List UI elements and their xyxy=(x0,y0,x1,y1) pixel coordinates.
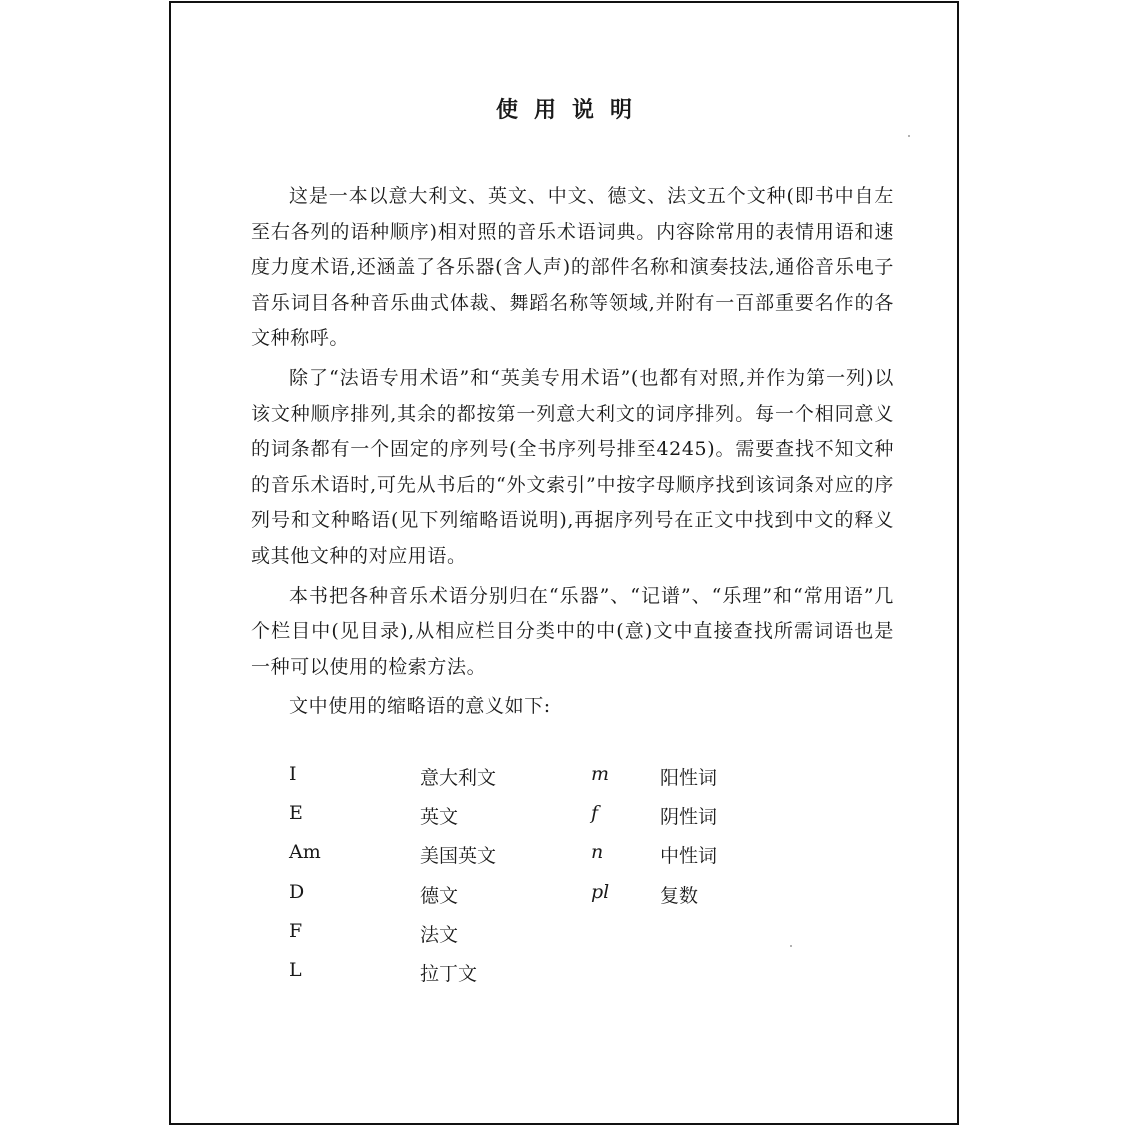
language-abbr: F xyxy=(289,919,303,942)
language-abbr: D xyxy=(289,880,305,903)
page-title: 使用说明 xyxy=(495,98,648,123)
grammar-abbr: m xyxy=(591,763,610,785)
paragraph-categories: 本书把各种音乐术语分别归在“乐器”、“记谱”、“乐理”和“常用语”几个栏目中(见目录),从相应栏目分类中的中(意)文中直接查找所需词语也是一种可以使用的检索方法。 xyxy=(251,584,894,678)
language-meaning: 美国英文 xyxy=(420,845,497,868)
language-meaning: 英文 xyxy=(420,806,459,829)
book-page xyxy=(169,1,959,1125)
paper-speck xyxy=(790,945,792,947)
language-meaning: 意大利文 xyxy=(420,767,497,789)
language-abbr: E xyxy=(289,802,303,825)
paragraph-overview: 这是一本以意大利文、英文、中文、德文、法文五个文种(即书中自左至右各列的语种顺序)相对照的音乐术语词典。内容除常用的表情用语和速度力度术语,还涵盖了各乐器(含人声)的部件名称和演奏技法,通俗音乐电子音乐词目各种音乐曲式体裁、舞蹈名称等领域,并附有一百部重要名作的各文种称呼。 xyxy=(251,185,894,350)
language-meaning: 德文 xyxy=(420,884,459,907)
language-meaning: 拉丁文 xyxy=(420,962,478,985)
language-abbr: Am xyxy=(289,841,321,864)
grammar-meaning: 复数 xyxy=(660,884,699,907)
grammar-abbr: f xyxy=(591,802,599,825)
grammar-meaning: 阳性词 xyxy=(660,767,718,789)
grammar-abbr: n xyxy=(591,841,604,864)
language-abbr: I xyxy=(289,763,297,785)
grammar-abbr: pl xyxy=(591,880,610,903)
language-meaning: 法文 xyxy=(420,923,459,946)
grammar-meaning: 阴性词 xyxy=(660,806,718,829)
paragraph-ordering: 除了“法语专用术语”和“英美专用术语”(也都有对照,并作为第一列)以该文种顺序排列,其余的都按第一列意大利文的词序排列。每一个相同意义的词条都有一个固定的序列号(全书序列号排至4245)。需要查找不知文种的音乐术语时,可先从书后的“外文索引”中按字母顺序找到该词条对应的序列号和文种略语(见下列缩略语说明),再据序列号在正文中找到中文的释义或其他文种的对应用语。 xyxy=(251,366,894,567)
instructions-body xyxy=(251,179,894,725)
paper-speck xyxy=(908,135,910,137)
language-abbr: L xyxy=(289,958,302,981)
abbreviations-intro: 文中使用的缩略语的意义如下: xyxy=(289,695,551,718)
grammar-meaning: 中性词 xyxy=(660,845,718,868)
